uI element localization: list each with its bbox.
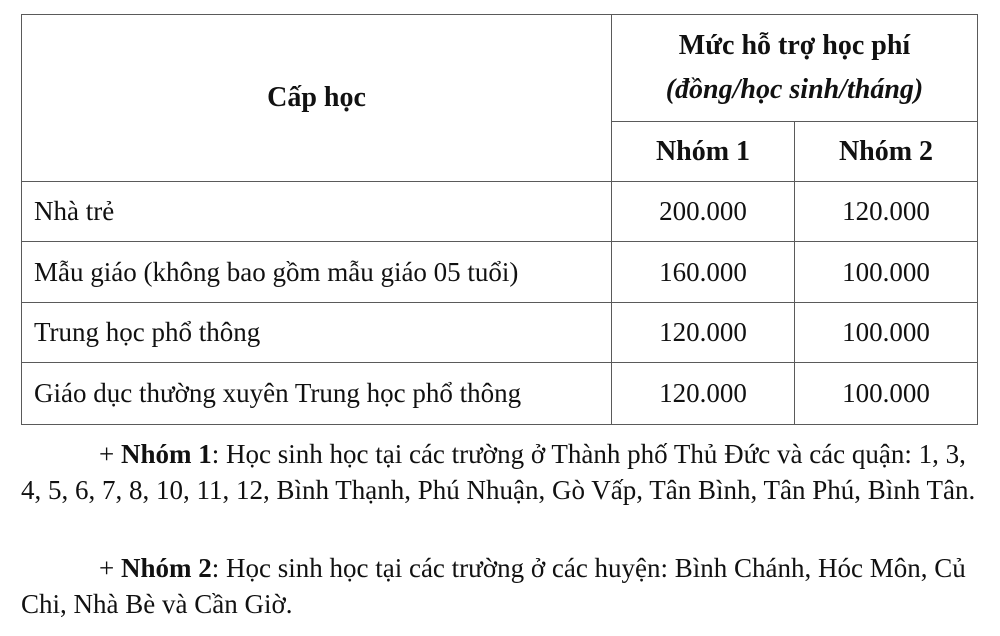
header-level: Cấp học (22, 15, 612, 182)
header-group-2: Nhóm 2 (795, 122, 978, 182)
note-group-2 (21, 550, 979, 622)
header-group-1: Nhóm 1 (612, 122, 795, 182)
table-row (22, 303, 978, 363)
row-level: Nhà trẻ (22, 182, 612, 242)
header-support-unit: (đồng/học sinh/tháng) (665, 74, 924, 105)
row-group-1-value: 120.000 (612, 303, 795, 363)
table-row (22, 182, 978, 242)
row-level: Trung học phổ thông (22, 303, 612, 363)
note-label: Nhóm 1 (120, 439, 212, 469)
row-group-1-value: 160.000 (612, 242, 795, 303)
row-level: Mẫu giáo (không bao gồm mẫu giáo 05 tuổi) (22, 242, 612, 303)
row-group-2-value: 100.000 (795, 303, 978, 363)
note-prefix: + (99, 553, 121, 583)
table-row (22, 242, 978, 303)
note-prefix: + (99, 439, 121, 469)
note-text: : Học sinh học tại các trường ở các huyện: Bình Chánh, Hóc Môn, Củ Chi, Nhà Bè và Cần Giờ. (21, 553, 966, 619)
header-support-title: Mức hỗ trợ học phí (678, 30, 911, 61)
row-group-2-value: 120.000 (795, 182, 978, 242)
table-row (22, 363, 978, 425)
header-support-amount (612, 15, 978, 122)
note-label: Nhóm 2 (120, 553, 212, 583)
row-group-1-value: 200.000 (612, 182, 795, 242)
row-group-1-value: 120.000 (612, 363, 795, 425)
row-group-2-value: 100.000 (795, 363, 978, 425)
note-text: : Học sinh học tại các trường ở Thành phố Thủ Đức và các quận: 1, 3, 4, 5, 6, 7, 8, 10, 11, 12, Bình Thạnh, Phú Nhuận, Gò Vấp, Tân Bình, Tân Phú, Bình Tân. (21, 439, 976, 505)
tuition-support-table (21, 14, 978, 425)
row-level: Giáo dục thường xuyên Trung học phổ thông (22, 363, 612, 425)
note-group-1 (21, 436, 979, 508)
row-group-2-value: 100.000 (795, 242, 978, 303)
